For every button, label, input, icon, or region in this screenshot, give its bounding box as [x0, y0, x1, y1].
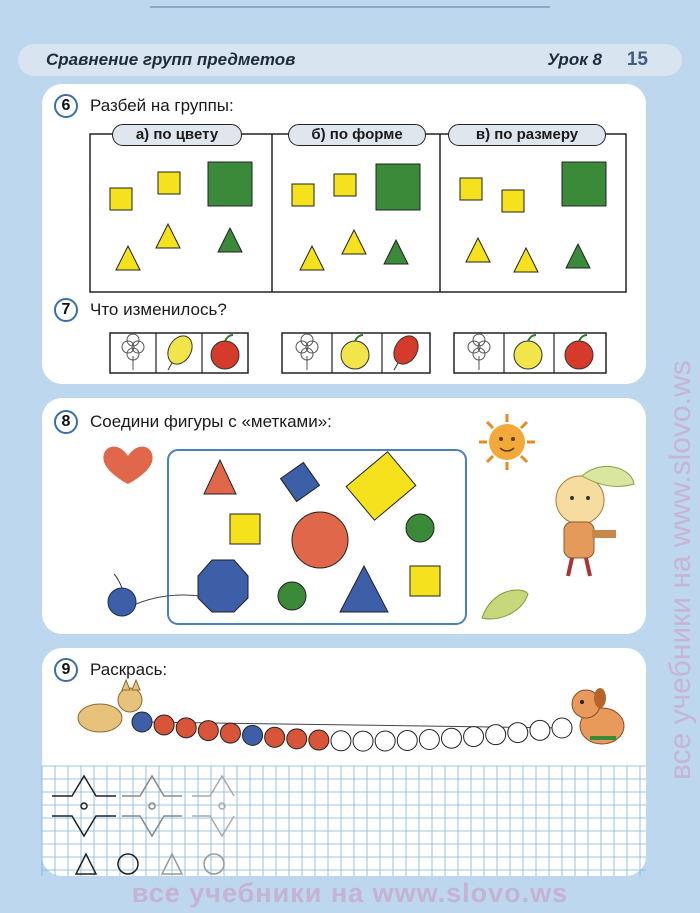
yellow-triangle [514, 248, 538, 272]
task-6-text: Разбей на группы: [90, 96, 234, 115]
dog-icon [572, 688, 624, 744]
big-green-square [562, 162, 606, 206]
blue-octagon [198, 560, 248, 612]
yellow-square [230, 514, 260, 544]
bead-red[interactable] [265, 727, 285, 747]
task-7-text: Что изменилось? [90, 300, 227, 319]
blue-berry-icon [108, 588, 136, 616]
big-green-square [376, 164, 420, 210]
task-panel-8 [42, 398, 646, 634]
bead-red[interactable] [220, 723, 240, 743]
bead-white[interactable] [508, 723, 528, 743]
group-label-shape: б) по форме [288, 124, 426, 146]
yellow-square [410, 566, 440, 596]
bead-white[interactable] [486, 725, 506, 745]
page-header [18, 44, 682, 76]
bead-red[interactable] [287, 729, 307, 749]
beads-string [42, 648, 646, 876]
small-yellow-square [334, 174, 356, 196]
task-panel-9 [42, 648, 646, 876]
grid-paper [42, 766, 646, 876]
yellow-triangle [342, 230, 366, 254]
red-apple-icon [565, 341, 593, 369]
small-yellow-square [460, 178, 482, 200]
heart-icon [103, 447, 152, 484]
big-green-square [208, 162, 252, 206]
green-circle [406, 514, 434, 542]
small-yellow-square [158, 172, 180, 194]
bead-red[interactable] [154, 715, 174, 735]
red-apple-icon [211, 341, 239, 369]
bead-white[interactable] [375, 731, 395, 751]
sequence-1 [110, 332, 248, 373]
sequence-2 [282, 332, 430, 373]
bead-white[interactable] [419, 729, 439, 749]
bead-blue[interactable] [243, 725, 263, 745]
small-yellow-square [292, 184, 314, 206]
leaf-icon [482, 590, 528, 619]
bead-red[interactable] [176, 718, 196, 738]
top-rule [150, 6, 550, 8]
side-watermark [650, 120, 700, 800]
page-number: 15 [626, 49, 648, 70]
bead-white[interactable] [552, 718, 572, 738]
group-label-size: в) по размеру [448, 124, 606, 146]
green-triangle [384, 240, 408, 264]
yellow-triangle [300, 246, 324, 270]
shapes-illustration [42, 398, 646, 634]
yellow-apple-icon [341, 341, 369, 369]
small-yellow-square [502, 190, 524, 212]
bead-white[interactable] [397, 730, 417, 750]
green-circle [278, 582, 306, 610]
section-title: Сравнение групп предметов [46, 50, 296, 69]
lesson-label: Урок 8 [547, 50, 602, 69]
yellow-apple-icon [514, 341, 542, 369]
task-8-text: Соедини фигуры с «метками»: [90, 412, 332, 431]
cartoon-character-icon [556, 466, 634, 576]
beads [132, 712, 572, 751]
bead-white[interactable] [530, 720, 550, 740]
bead-white[interactable] [353, 731, 373, 751]
bead-white[interactable] [464, 727, 484, 747]
bead-white[interactable] [331, 731, 351, 751]
big-red-circle [292, 512, 348, 568]
group-box-outline [90, 134, 626, 292]
bead-red[interactable] [309, 730, 329, 750]
group-label-color: а) по цвету [112, 124, 242, 146]
sun-icon [479, 414, 535, 470]
bead-white[interactable] [441, 728, 461, 748]
bead-red[interactable] [198, 721, 218, 741]
svg-text:все учебники на www.slovo.ws: все учебники на www.slovo.ws [664, 360, 697, 780]
yellow-triangle [156, 224, 180, 248]
zigzag-pattern [52, 776, 234, 836]
task-number-8: 8 [54, 410, 78, 434]
task-9-text: Раскрась: [90, 660, 168, 679]
bead-blue[interactable] [132, 712, 152, 732]
bottom-watermark: все учебники на www.slovo.ws [131, 878, 569, 908]
yellow-triangle [116, 246, 140, 270]
yellow-triangle [466, 238, 490, 262]
task-number-7: 7 [54, 298, 78, 322]
task-number-6: 6 [54, 94, 78, 118]
green-triangle [218, 228, 242, 252]
small-yellow-square [110, 188, 132, 210]
task-panel-6-7 [42, 84, 646, 384]
green-triangle [566, 244, 590, 268]
sequence-3 [454, 333, 606, 373]
task-number-9: 9 [54, 658, 78, 682]
